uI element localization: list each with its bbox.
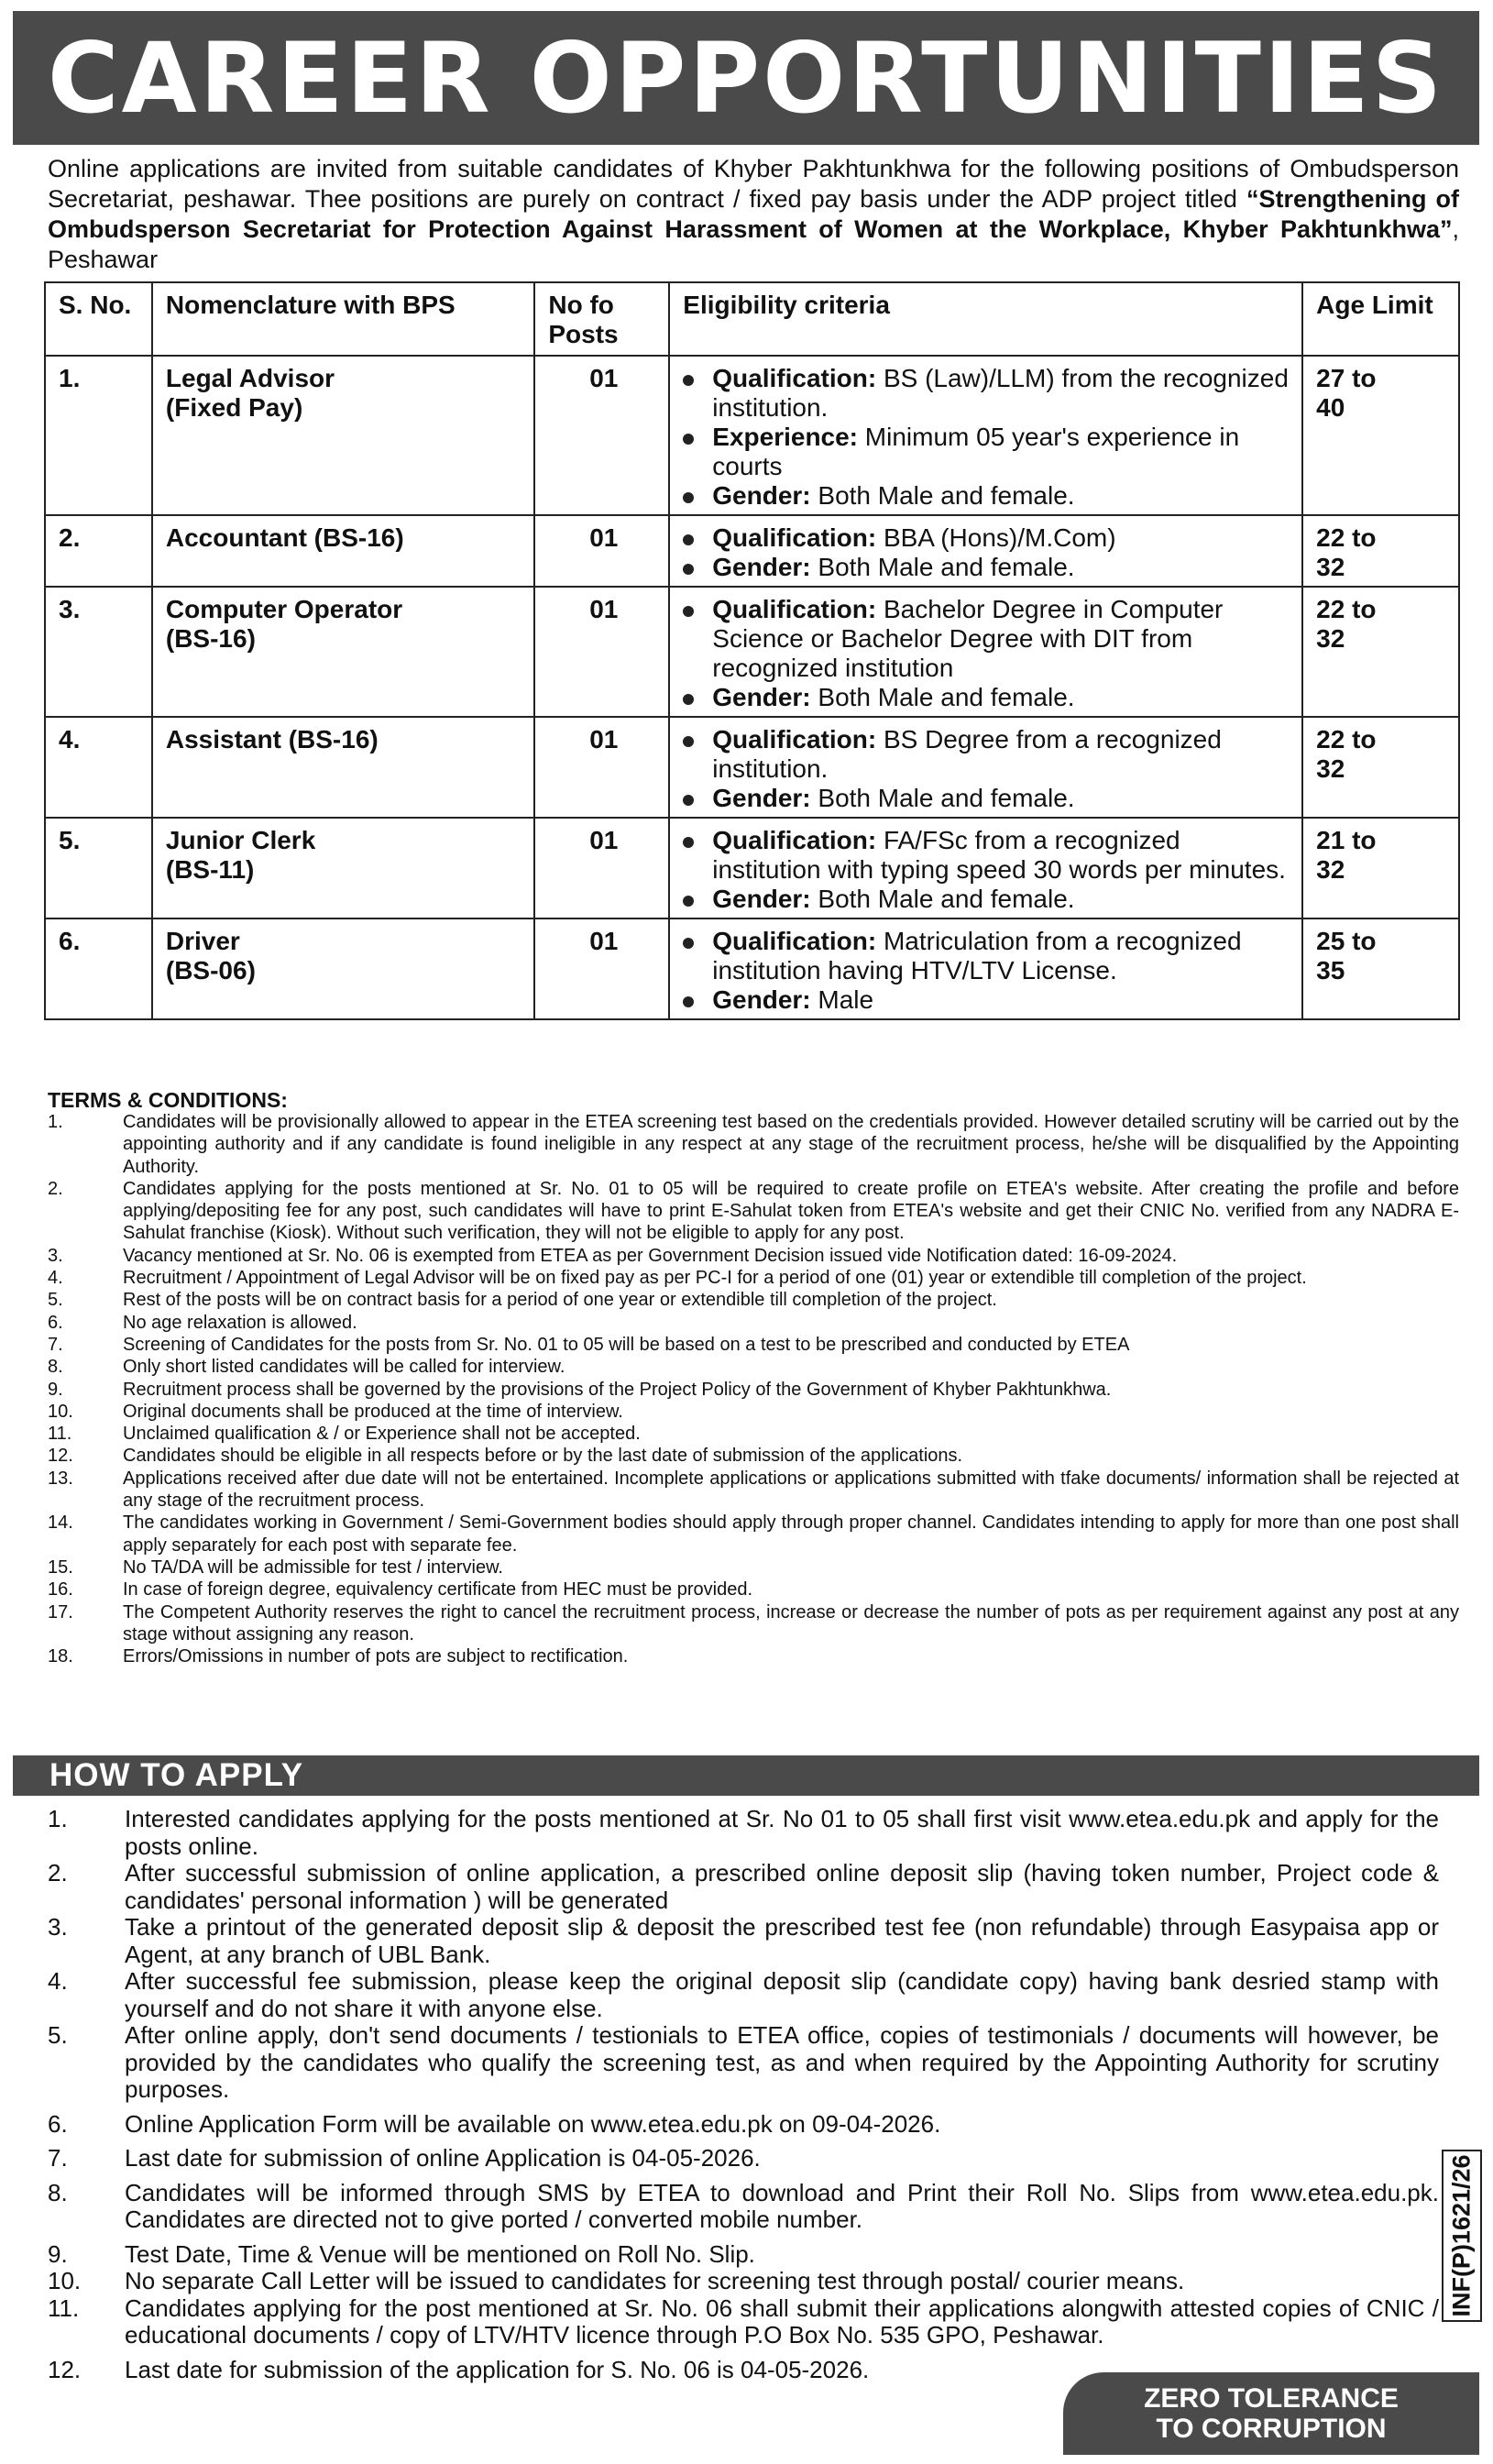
post-name: Legal Advisor: [165, 364, 335, 392]
criteria-label: Qualification:: [712, 523, 877, 552]
criteria-label: Gender:: [712, 784, 811, 812]
age-max: 32: [1316, 754, 1345, 783]
row-posts: 01: [534, 515, 669, 587]
row-posts: 01: [534, 818, 669, 918]
intro-text: Online applications are invited from suitable candidates of Khyber Pakhtunkhwa for the following positions of Ombudsperson Secretariat, peshawar. Thee positions are purely on contract / fixed pay basis under the ADP project titled: [48, 155, 1459, 213]
criteria-text: BS (Law)/LLM) from the recognized institution.: [712, 364, 1289, 422]
intro-paragraph: [48, 154, 1459, 275]
criteria-item: [683, 784, 1292, 813]
age-min: 25 to: [1316, 927, 1377, 955]
how-to-apply-label: HOW TO APPLY: [49, 1757, 304, 1793]
row-eligibility: [669, 356, 1302, 515]
criteria-text: BS Degree from a recognized institution.: [712, 725, 1222, 783]
terms-item-text: The candidates working in Government / Semi-Government bodies should apply through proper channel. Candidates intending to apply for more than one post shall apply separately for each post with separate fee.: [123, 1512, 1459, 1556]
criteria-item: [683, 523, 1292, 553]
terms-item-number: 6.: [48, 1312, 63, 1333]
criteria-item: [683, 683, 1292, 712]
terms-item-number: 15.: [48, 1556, 73, 1578]
post-name: Computer Operator: [165, 595, 403, 623]
apply-item: [48, 1806, 1439, 1860]
criteria-list: [683, 523, 1292, 582]
criteria-list: [683, 364, 1292, 511]
apply-item-number: 6.: [48, 2109, 68, 2138]
terms-item-number: 17.: [48, 1601, 73, 1622]
terms-item-text: Applications received after due date will not be entertained. Incomplete applications or applications submitted with tfake documents/ information shall be rejected at any stage of the recruitment process.: [123, 1468, 1459, 1512]
post-name: Assistant (BS-16): [165, 725, 379, 754]
row-posts: 01: [534, 717, 669, 818]
project-title: “Strengthening of Ombudsperson Secretariat for Protection Against Harassment of Women at the Workplace, Khyber Pakhtunkhwa”: [48, 185, 1459, 243]
terms-item: [48, 1267, 1459, 1289]
apply-item-number: 11.: [48, 2294, 80, 2322]
row-sno: 4.: [45, 717, 152, 818]
criteria-list: [683, 927, 1292, 1015]
table-row: [45, 717, 1459, 818]
criteria-label: Qualification:: [712, 725, 877, 754]
table-row: [45, 515, 1459, 587]
post-name: Driver: [165, 927, 240, 955]
criteria-item: [683, 927, 1292, 985]
apply-item: [48, 2268, 1439, 2295]
criteria-text: Male: [810, 985, 874, 1014]
criteria-text: Minimum 05 year's experience in courts: [712, 423, 1240, 480]
terms-heading: TERMS & CONDITIONS:: [48, 1088, 288, 1112]
criteria-item: [683, 885, 1292, 914]
terms-item-text: Recruitment process shall be governed by the provisions of the Project Policy of the Government of Khyber Pakhtunkhwa.: [123, 1379, 1112, 1400]
apply-item: [48, 2295, 1439, 2349]
row-nomenclature: [152, 515, 534, 587]
criteria-text: BBA (Hons)/M.Com): [876, 523, 1116, 552]
criteria-label: Qualification:: [712, 364, 877, 392]
terms-item-number: 8.: [48, 1357, 63, 1378]
criteria-item: [683, 985, 1292, 1015]
apply-item-number: 3.: [48, 1913, 68, 1941]
criteria-list: [683, 826, 1292, 914]
apply-item-number: 8.: [48, 2178, 68, 2206]
apply-item-text: Candidates applying for the post mentioned at Sr. No. 06 shall submit their applications alongwith attested copies of CNIC / educational documents / copy of LTV/HTV licence through P.O Box No. 535 GPO, Peshawar.: [125, 2294, 1439, 2348]
terms-item: [48, 1289, 1459, 1311]
terms-item: [48, 1245, 1459, 1267]
table-row: [45, 356, 1459, 515]
row-eligibility: [669, 587, 1302, 717]
apply-item: [48, 1914, 1439, 1968]
terms-item-text: Screening of Candidates for the posts from Sr. No. 01 to 05 will be based on a test to be prescribed and conducted by ETEA: [123, 1334, 1130, 1355]
criteria-text: Both Male and female.: [810, 683, 1075, 711]
row-eligibility: [669, 918, 1302, 1019]
terms-item-number: 10.: [48, 1401, 73, 1422]
apply-item-text: Last date for submission of the application for S. No. 06 is 04-05-2026.: [125, 2355, 870, 2383]
row-sno: 5.: [45, 818, 152, 918]
table-row: [45, 587, 1459, 717]
apply-item-number: 4.: [48, 1967, 68, 1995]
apply-item: [48, 2145, 1439, 2172]
positions-table: [44, 281, 1460, 1020]
terms-item: [48, 1601, 1459, 1646]
terms-item: [48, 1312, 1459, 1334]
criteria-item: [683, 725, 1292, 784]
terms-item-number: 1.: [48, 1112, 63, 1132]
terms-item: [48, 1645, 1459, 1667]
terms-item: [48, 1379, 1459, 1401]
apply-item-text: No separate Call Letter will be issued to candidates for screening test through postal/ courier means.: [125, 2267, 1185, 2294]
terms-item-number: 14.: [48, 1512, 73, 1534]
age-min: 27 to: [1316, 364, 1377, 392]
header-eligibility: Eligibility criteria: [669, 282, 1302, 356]
criteria-text: Both Male and female.: [810, 481, 1075, 510]
criteria-item: [683, 481, 1292, 511]
age-max: 32: [1316, 624, 1345, 653]
terms-item: [48, 1423, 1459, 1445]
row-age-limit: [1302, 515, 1459, 587]
zero-tolerance-banner: [1063, 2372, 1479, 2455]
terms-item: [48, 1578, 1459, 1600]
apply-item-number: 12.: [48, 2355, 82, 2383]
apply-item: [48, 2357, 1034, 2384]
apply-item-text: Online Application Form will be available on www.etea.edu.pk on 09-04-2026.: [125, 2109, 941, 2138]
header-nomenclature: Nomenclature with BPS: [152, 282, 534, 356]
criteria-label: Gender:: [712, 683, 811, 711]
terms-item-number: 5.: [48, 1290, 63, 1311]
row-eligibility: [669, 818, 1302, 918]
apply-item-text: Last date for submission of online Application is 04-05-2026.: [125, 2144, 761, 2172]
row-nomenclature: [152, 717, 534, 818]
intro-tail: , Peshawar: [48, 215, 1459, 273]
page-title-banner: [13, 11, 1479, 145]
criteria-label: Gender:: [712, 985, 811, 1014]
apply-item: [48, 2241, 1439, 2269]
terms-item: [48, 1111, 1459, 1178]
criteria-item: [683, 553, 1292, 582]
terms-item: [48, 1512, 1459, 1556]
terms-item-number: 12.: [48, 1446, 73, 1467]
post-name: Junior Clerk: [165, 826, 316, 854]
age-max: 32: [1316, 553, 1345, 581]
criteria-item: [683, 423, 1292, 481]
row-age-limit: [1302, 918, 1459, 1019]
row-sno: 1.: [45, 356, 152, 515]
terms-item-text: Vacancy mentioned at Sr. No. 06 is exempted from ETEA as per Government Decision issued vide Notification dated: 16-09-2024.: [123, 1245, 1178, 1266]
row-nomenclature: [152, 818, 534, 918]
apply-item-text: After online apply, don't send documents / testionials to ETEA office, copies of testimonials / documents will however, be provided by the candidates who qualify the screening test, as and when required by the Appointing Authority for scrutiny purposes.: [125, 2021, 1439, 2103]
criteria-label: Gender:: [712, 885, 811, 913]
age-max: 40: [1316, 393, 1345, 422]
terms-item: [48, 1401, 1459, 1423]
criteria-list: [683, 725, 1292, 813]
row-posts: 01: [534, 587, 669, 717]
criteria-item: [683, 364, 1292, 423]
apply-item-number: 9.: [48, 2239, 68, 2268]
criteria-text: Both Male and female.: [810, 784, 1075, 812]
inf-code-box: [1442, 2150, 1482, 2322]
apply-item-number: 7.: [48, 2144, 68, 2172]
table-row: [45, 818, 1459, 918]
terms-item-text: Unclaimed qualification & / or Experience shall not be accepted.: [123, 1424, 641, 1445]
terms-item-text: No age relaxation is allowed.: [123, 1312, 357, 1333]
terms-item-number: 13.: [48, 1468, 73, 1489]
age-min: 21 to: [1316, 826, 1377, 854]
zero-tolerance-line1: ZERO TOLERANCE: [1144, 2383, 1399, 2414]
criteria-label: Qualification:: [712, 927, 877, 955]
apply-item-number: 1.: [48, 1805, 68, 1832]
row-sno: 2.: [45, 515, 152, 587]
age-min: 22 to: [1316, 523, 1377, 552]
criteria-label: Gender:: [712, 553, 811, 581]
row-age-limit: [1302, 356, 1459, 515]
age-min: 22 to: [1316, 725, 1377, 754]
terms-item-text: Candidates applying for the posts mentioned at Sr. No. 01 to 05 will be required to create profile on ETEA's website. After creating the profile and before applying/depositing fee for any post, such candidates will have to print E-Sahulat token from ETEA's website and get their CNIC No. verified from any NADRA E-Sahulat franchise (Kiosk). Without such verification, they will not be eligible to apply for any post.: [123, 1178, 1459, 1244]
header-sno: S. No.: [45, 282, 152, 356]
row-sno: 3.: [45, 587, 152, 717]
post-grade: (BS-06): [165, 956, 256, 984]
terms-item-text: In case of foreign degree, equivalency certificate from HEC must be provided.: [123, 1579, 753, 1600]
inf-code: INF(P)1621/26: [1447, 2154, 1476, 2317]
apply-item: [48, 1968, 1439, 2022]
age-max: 32: [1316, 855, 1345, 884]
terms-item: [48, 1334, 1459, 1356]
terms-item-text: Candidates should be eligible in all respects before or by the last date of submission of the applications.: [123, 1446, 963, 1467]
row-age-limit: [1302, 717, 1459, 818]
apply-item: [48, 2180, 1439, 2234]
apply-item-number: 5.: [48, 2021, 68, 2049]
table-row: [45, 918, 1459, 1019]
page-title: CAREER OPPORTUNITIES: [47, 21, 1445, 135]
row-age-limit: [1302, 818, 1459, 918]
apply-item: [48, 1860, 1439, 1914]
terms-item-text: Recruitment / Appointment of Legal Advisor will be on fixed pay as per PC-I for a period of one (01) year or extendible till completion of the project.: [123, 1268, 1307, 1289]
how-to-apply-heading: [13, 1755, 1479, 1796]
terms-item-number: 2.: [48, 1178, 63, 1199]
row-posts: 01: [534, 356, 669, 515]
terms-item-text: Only short listed candidates will be called for interview.: [123, 1357, 565, 1378]
row-sno: 6.: [45, 918, 152, 1019]
criteria-label: Qualification:: [712, 826, 877, 854]
row-age-limit: [1302, 587, 1459, 717]
criteria-item: [683, 595, 1292, 683]
terms-item-number: 9.: [48, 1379, 63, 1400]
row-eligibility: [669, 717, 1302, 818]
terms-item-number: 4.: [48, 1268, 63, 1289]
criteria-text: Both Male and female.: [810, 885, 1075, 913]
terms-item-text: Rest of the posts will be on contract basis for a period of one year or extendible till completion of the project.: [123, 1290, 997, 1311]
terms-item-number: 18.: [48, 1646, 73, 1667]
criteria-list: [683, 595, 1292, 712]
apply-item: [48, 2022, 1439, 2104]
row-posts: 01: [534, 918, 669, 1019]
criteria-text: Both Male and female.: [810, 553, 1075, 581]
criteria-text: Matriculation from a recognized institution having HTV/LTV License.: [712, 927, 1242, 984]
age-min: 22 to: [1316, 595, 1377, 623]
terms-item: [48, 1556, 1459, 1578]
apply-item-text: Interested candidates applying for the posts mentioned at Sr. No 01 to 05 shall first visit www.etea.edu.pk and apply for the posts online.: [125, 1805, 1439, 1860]
terms-list: [48, 1111, 1459, 1667]
terms-item-text: No TA/DA will be admissible for test / interview.: [123, 1556, 503, 1578]
apply-item-text: After successful submission of online application, a prescribed online deposit slip (having token number, Project code & candidates' personal information ) will be generated: [125, 1859, 1439, 1914]
terms-item-text: Original documents shall be produced at the time of interview.: [123, 1401, 623, 1422]
age-max: 35: [1316, 956, 1345, 984]
row-eligibility: [669, 515, 1302, 587]
apply-item-text: After successful fee submission, please keep the original deposit slip (candidate copy) having bank desried stamp with yourself and do not share it with anyone else.: [125, 1967, 1439, 2022]
apply-item-text: Test Date, Time & Venue will be mentioned on Roll No. Slip.: [125, 2239, 755, 2268]
header-posts: No fo Posts: [534, 282, 669, 356]
post-name: Accountant (BS-16): [165, 523, 404, 552]
terms-item-text: Candidates will be provisionally allowed to appear in the ETEA screening test based on the credentials provided. However detailed scrutiny will be carried out by the appointing authority and if any candidate is found ineligible in any respect at any stage of the recruitment process, he/she will be disqualified by the Appointing Authority.: [123, 1112, 1459, 1177]
how-to-apply-list: [48, 1806, 1439, 2383]
header-age: Age Limit: [1302, 282, 1459, 356]
apply-item-text: Candidates will be informed through SMS by ETEA to download and Print their Roll No. Slips from www.etea.edu.pk. Candidates are directed not to give ported / converted mobile number.: [125, 2178, 1439, 2233]
terms-item: [48, 1356, 1459, 1378]
terms-item-number: 3.: [48, 1245, 63, 1266]
terms-item-text: The Competent Authority reserves the right to cancel the recruitment process, increase or decrease the number of pots as per requirement against any post at any stage without assigning any reason.: [123, 1601, 1459, 1644]
terms-item-number: 7.: [48, 1334, 63, 1355]
post-grade: (BS-11): [165, 855, 255, 884]
criteria-label: Experience:: [712, 423, 859, 451]
apply-item-text: Take a printout of the generated deposit slip & deposit the prescribed test fee (non refundable) through Easypaisa app or Agent, at any branch of UBL Bank.: [125, 1913, 1439, 1968]
apply-item-number: 10.: [48, 2267, 82, 2294]
terms-item-number: 16.: [48, 1579, 73, 1600]
terms-item: [48, 1468, 1459, 1512]
criteria-item: [683, 826, 1292, 885]
apply-item: [48, 2111, 1439, 2139]
criteria-text: Bachelor Degree in Computer Science or Bachelor Degree with DIT from recognized institution: [712, 595, 1224, 682]
criteria-label: Gender:: [712, 481, 811, 510]
terms-item-text: Errors/Omissions in number of pots are subject to rectification.: [123, 1646, 629, 1667]
criteria-label: Qualification:: [712, 595, 877, 623]
row-nomenclature: [152, 918, 534, 1019]
zero-tolerance-line2: TO CORRUPTION: [1156, 2414, 1387, 2444]
terms-item: [48, 1178, 1459, 1245]
terms-item: [48, 1445, 1459, 1467]
terms-item-number: 11.: [48, 1424, 72, 1445]
row-nomenclature: [152, 587, 534, 717]
post-grade: (BS-16): [165, 624, 256, 653]
table-header-row: [45, 282, 1459, 356]
criteria-text: FA/FSc from a recognized institution with typing speed 30 words per minutes.: [712, 826, 1286, 884]
row-nomenclature: [152, 356, 534, 515]
post-grade: (Fixed Pay): [165, 393, 303, 422]
apply-item-number: 2.: [48, 1859, 68, 1886]
